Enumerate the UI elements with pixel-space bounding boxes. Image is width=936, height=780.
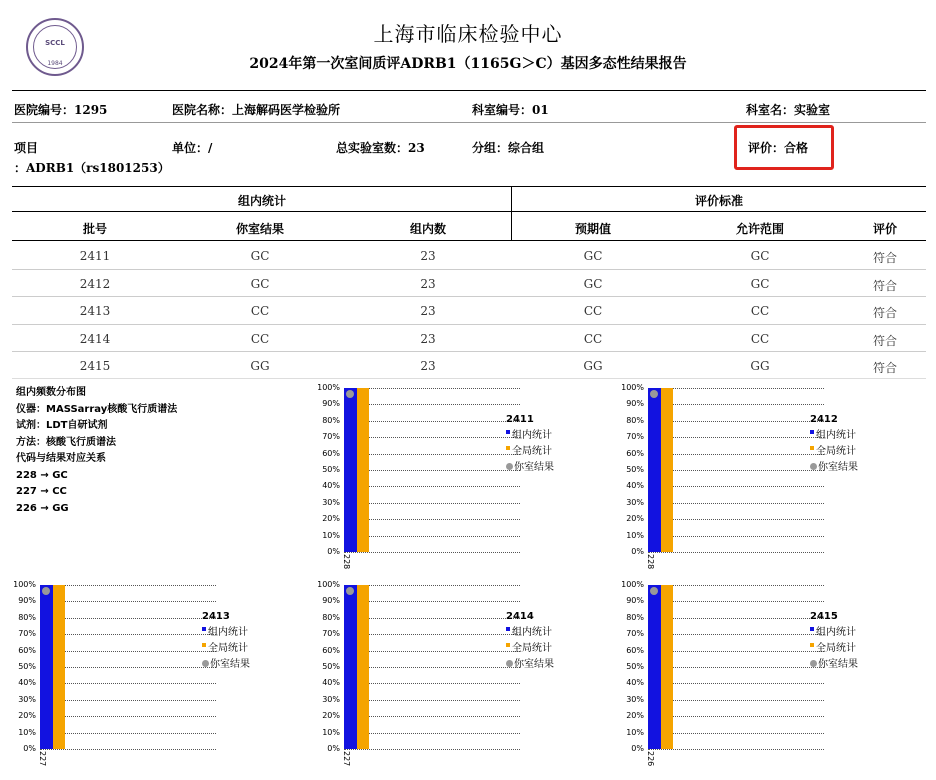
y-tick-label: 40% [626,678,644,688]
y-tick-label: 50% [18,662,36,671]
gridline [648,667,824,668]
gridline [344,634,520,635]
gridline [40,716,216,717]
note-code-mapping: 代码与结果对应关系 [16,453,106,464]
bar-global-stats [661,585,673,749]
bar-global-stats [357,388,369,552]
logo-year: 1984 [47,60,63,67]
table-cell: CC [583,331,603,346]
bar-global-stats [357,585,369,749]
y-tick-label: 20% [18,711,36,721]
your-result-marker [650,587,658,595]
your-result-marker [650,390,658,398]
legend-label-group: 组内统计 [816,430,856,441]
y-tick-label: 50% [626,662,644,671]
evaluation-result: 评价：合格 [748,141,809,155]
y-tick-label: 70% [18,629,36,639]
y-tick-label: 40% [18,678,36,688]
chart-title: 2412 [810,414,838,425]
legend-label-global: 全局统计 [816,446,856,457]
header-group-count: 组内数 [409,222,446,236]
bar-group-stats [344,388,357,552]
x-tick-label: 227 [38,751,47,767]
legend-swatch-yours [810,463,817,470]
y-tick-label: 20% [626,514,644,524]
y-tick-label: 90% [322,399,340,409]
gridline [40,634,216,635]
y-tick-label: 70% [322,629,340,639]
note-title: 组内频数分布图 [16,387,86,398]
y-tick-label: 80% [626,415,644,425]
gridline [648,454,824,455]
table-line [12,211,926,212]
y-tick-label: 10% [626,727,644,737]
y-tick-label: 100% [317,383,340,392]
y-tick-label: 60% [626,645,644,655]
y-tick-label: 80% [322,612,340,622]
table-cell: GC [750,249,770,263]
legend-swatch-group [810,430,814,434]
table-cell: 23 [420,331,436,346]
header-expected: 预期值 [574,222,611,236]
gridline [40,601,216,602]
legend-swatch-yours [202,660,209,667]
table-row-divider [12,324,926,325]
gridline [344,601,520,602]
legend-label-global: 全局统计 [512,643,552,654]
header-your-result: 你室结果 [235,222,284,236]
table-cell: GC [250,276,270,291]
gridline [40,585,216,586]
x-tick-label: 228 [342,554,351,570]
bar-group-stats [648,388,661,552]
table-cell: 符合 [872,251,897,265]
gridline [648,404,824,405]
bar-group-stats [648,585,661,749]
legend-item-global [506,641,554,657]
section-group-stats: 组内统计 [237,194,286,208]
header-batch: 批号 [82,222,107,236]
evaluation-highlight-box [734,125,834,170]
chart-legend [506,609,554,673]
table-cell: CC [250,331,270,346]
legend-label-group: 组内统计 [208,627,248,638]
legend-item-yours [810,460,858,476]
legend-label-yours: 你室结果 [514,659,554,670]
y-tick-label: 0% [327,744,340,753]
chart-legend [202,609,250,673]
y-tick-label: 50% [322,662,340,671]
legend-swatch-global [202,643,206,647]
y-tick-label: 50% [626,465,644,474]
gridline [648,519,824,520]
legend-label-yours: 你室结果 [818,462,858,473]
y-tick-label: 100% [13,580,36,589]
note-code-227: 227 → CC [16,486,67,497]
y-tick-label: 0% [23,744,36,753]
your-result-marker [42,587,50,595]
gridline [344,552,520,553]
y-tick-label: 100% [317,580,340,589]
table-cell: 符合 [872,306,897,320]
gridline [648,749,824,750]
y-tick-label: 0% [327,547,340,556]
bar-group-stats [344,585,357,749]
header-evaluation: 评价 [872,222,897,236]
y-tick-label: 60% [322,645,340,655]
legend-item-yours [810,657,858,673]
your-result-marker [346,390,354,398]
y-tick-label: 10% [626,530,644,540]
y-tick-label: 50% [322,465,340,474]
y-tick-label: 20% [626,711,644,721]
frequency-chart-2412 [620,382,920,577]
legend-swatch-group [202,627,206,631]
legend-item-global [506,444,554,460]
divider [12,122,926,123]
gridline [648,536,824,537]
table-cell: GG [750,359,770,373]
note-code-226: 226 → GG [16,502,69,514]
hospital-name: 医院名称：上海解码医学检验所 [172,103,341,117]
note-code-228: 228 → GC [16,469,68,481]
gridline [648,585,824,586]
legend-label-yours: 你室结果 [514,462,554,473]
chart-notes [16,385,177,517]
page-title: 上海市临床检验中心 [373,22,563,46]
y-tick-label: 100% [621,580,644,589]
table-cell: 2412 [79,276,111,291]
gridline [344,388,520,389]
y-tick-label: 30% [322,694,340,704]
legend-label-global: 全局统计 [816,643,856,654]
table-cell: GC [750,276,770,291]
chart-title: 2413 [202,611,230,622]
gridline [40,618,216,619]
gridline [344,585,520,586]
item-value: ：ADRB1（rs1801253） [14,161,170,175]
gridline [40,651,216,652]
table-cell: 符合 [872,333,897,348]
legend-item-global [810,444,858,460]
legend-swatch-group [506,627,510,631]
legend-item-group [810,428,858,444]
y-tick-label: 90% [322,596,340,606]
frequency-chart-2413 [12,579,312,774]
department-number: 科室编号：01 [472,103,549,117]
table-cell: 23 [420,276,436,291]
legend-item-group [810,625,858,641]
gridline [40,667,216,668]
chart-legend [810,412,858,476]
divider [12,90,926,91]
legend-label-group: 组内统计 [512,627,552,638]
section-eval-criteria: 评价标准 [694,194,743,208]
x-tick-label: 227 [342,751,351,767]
gridline [648,552,824,553]
y-tick-label: 10% [18,727,36,737]
gridline [648,388,824,389]
table-row-divider [12,269,926,270]
legend-label-yours: 你室结果 [818,659,858,670]
gridline [344,683,520,684]
y-tick-label: 60% [626,448,644,458]
your-result-marker [346,587,354,595]
frequency-chart-2414 [316,579,616,774]
y-tick-label: 40% [322,678,340,688]
x-tick-label: 226 [646,751,655,767]
gridline [344,667,520,668]
total-labs: 总实验室数：23 [336,141,425,155]
gridline [344,536,520,537]
y-tick-label: 90% [626,399,644,409]
table-divider-vertical [511,186,512,241]
gridline [648,421,824,422]
legend-swatch-global [810,643,814,647]
gridline [648,733,824,734]
gridline [344,749,520,750]
gridline [344,716,520,717]
department-name: 科室名：实验室 [746,103,831,117]
y-tick-label: 0% [631,744,644,753]
table-cell: GG [583,359,603,373]
gridline [648,683,824,684]
hospital-number: 医院编号：1295 [14,103,108,117]
table-cell: GC [583,249,603,263]
table-cell: 23 [420,249,436,263]
table-top-line [12,186,926,187]
note-method: 方法：核酸飞行质谱法 [16,436,116,448]
legend-swatch-global [506,643,510,647]
legend-item-global [810,641,858,657]
gridline [648,651,824,652]
table-cell: CC [750,331,770,346]
legend-item-global [202,641,250,657]
y-tick-label: 80% [18,612,36,622]
gridline [40,700,216,701]
table-cell: GC [583,276,603,291]
y-tick-label: 60% [18,645,36,655]
bar-global-stats [53,585,65,749]
legend-swatch-global [810,446,814,450]
note-reagent: 试剂：LDT自研试剂 [16,420,108,431]
chart-title: 2411 [506,414,534,425]
y-tick-label: 0% [631,547,644,556]
legend-label-group: 组内统计 [816,627,856,638]
gridline [648,437,824,438]
legend-swatch-yours [506,660,513,667]
table-row-divider [12,351,926,352]
table-cell: 2413 [79,304,111,318]
y-tick-label: 30% [18,694,36,704]
legend-swatch-yours [810,660,817,667]
y-tick-label: 10% [322,727,340,737]
gridline [344,486,520,487]
chart-legend [506,412,554,476]
gridline [344,470,520,471]
table-row-divider [12,296,926,297]
legend-item-group [202,625,250,641]
table-cell: 2415 [79,359,111,373]
logo-text: SCCL [45,39,65,47]
y-tick-label: 80% [626,612,644,622]
note-instrument: 仪器：MASSarray核酸飞行质谱法 [16,403,178,415]
chart-title: 2415 [810,611,838,622]
gridline [40,733,216,734]
legend-label-yours: 你室结果 [210,659,250,670]
gridline [648,716,824,717]
chart-title: 2414 [506,611,534,622]
y-tick-label: 70% [626,432,644,442]
table-cell: 符合 [872,278,897,293]
y-tick-label: 30% [322,497,340,507]
y-tick-label: 30% [626,497,644,507]
legend-label-global: 全局统计 [512,446,552,457]
table-cell: 符合 [872,361,897,375]
gridline [344,618,520,619]
legend-label-group: 组内统计 [512,430,552,441]
table-cell: CC [250,304,270,318]
y-tick-label: 100% [621,383,644,392]
report-subtitle: 2024年第一次室间质评ADRB1（1165G＞C）基因多态性结果报告 [249,56,687,72]
y-tick-label: 40% [322,481,340,491]
y-tick-label: 20% [322,514,340,524]
table-cell: 2414 [79,331,111,346]
gridline [344,700,520,701]
table-cell: 23 [420,304,436,318]
legend-item-group [506,625,554,641]
table-cell: GC [250,249,270,263]
legend-swatch-global [506,446,510,450]
legend-label-global: 全局统计 [208,643,248,654]
unit-field: 单位：/ [172,141,213,155]
legend-item-yours [506,460,554,476]
y-tick-label: 30% [626,694,644,704]
gridline [40,749,216,750]
y-tick-label: 80% [322,415,340,425]
y-tick-label: 90% [626,596,644,606]
gridline [344,503,520,504]
legend-swatch-yours [506,463,513,470]
table-cell: CC [750,304,770,318]
gridline [344,519,520,520]
header-allowed-range: 允许范围 [735,222,784,236]
y-tick-label: 90% [18,596,36,606]
y-tick-label: 70% [322,432,340,442]
bar-global-stats [661,388,673,552]
chart-legend [810,609,858,673]
table-cell: GG [250,359,270,373]
gridline [40,683,216,684]
gridline [344,437,520,438]
gridline [648,486,824,487]
gridline [344,651,520,652]
table-cell: 23 [420,359,436,373]
table-bottom-line [12,378,926,379]
gridline [648,470,824,471]
item-label: 项目 [14,141,39,155]
x-tick-label: 228 [646,554,655,570]
y-tick-label: 10% [322,530,340,540]
legend-item-group [506,428,554,444]
gridline [344,454,520,455]
frequency-chart-2411 [316,382,616,577]
gridline [344,733,520,734]
frequency-chart-2415 [620,579,920,774]
group-field: 分组：综合组 [472,141,545,155]
legend-item-yours [202,657,250,673]
gridline [648,601,824,602]
gridline [648,634,824,635]
gridline [648,700,824,701]
table-header-line [12,240,926,241]
table-cell: 2411 [79,249,111,263]
y-tick-label: 20% [322,711,340,721]
bar-group-stats [40,585,53,749]
gridline [648,618,824,619]
table-cell: CC [583,304,603,318]
gridline [344,404,520,405]
gridline [648,503,824,504]
legend-swatch-group [506,430,510,434]
legend-item-yours [506,657,554,673]
y-tick-label: 40% [626,481,644,491]
y-tick-label: 60% [322,448,340,458]
gridline [344,421,520,422]
y-tick-label: 70% [626,629,644,639]
legend-swatch-group [810,627,814,631]
